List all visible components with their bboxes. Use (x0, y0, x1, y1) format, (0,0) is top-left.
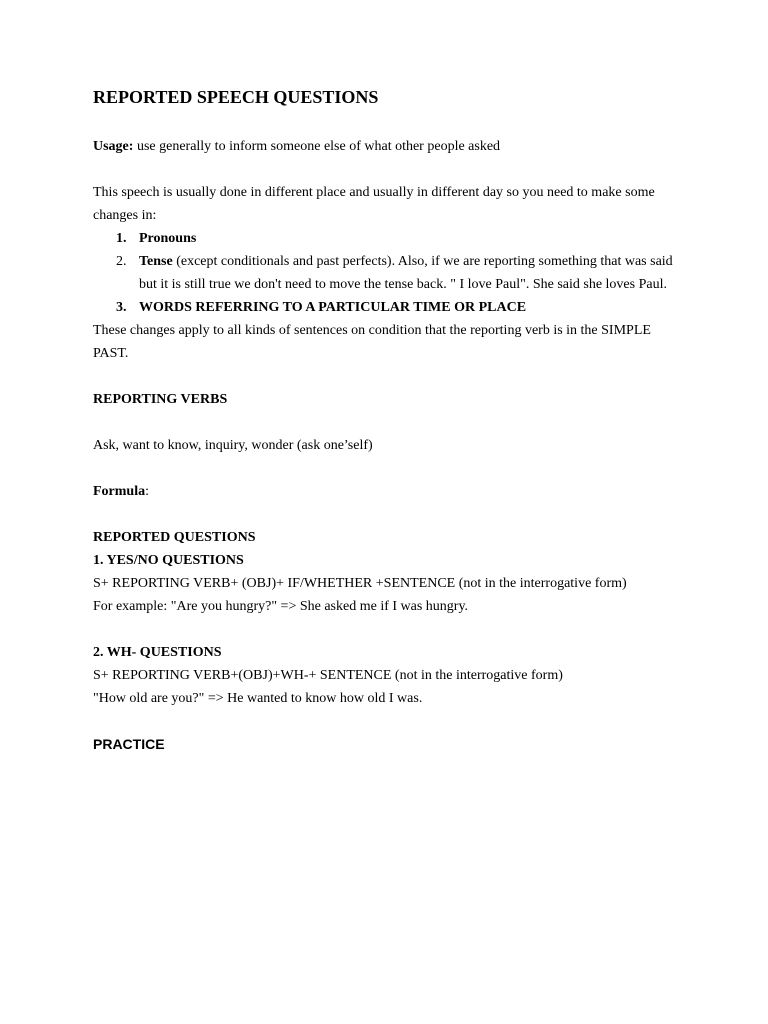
document-page (93, 86, 678, 756)
list-number: 3. (116, 300, 127, 315)
wh-heading: 2. WH- QUESTIONS (93, 645, 222, 660)
yes-no-heading: 1. YES/NO QUESTIONS (93, 553, 244, 568)
wh-example: "How old are you?" => He wanted to know how old I was. (93, 691, 423, 706)
changes-list (93, 227, 678, 319)
spacer (93, 365, 678, 388)
spacer (93, 503, 678, 526)
spacer (93, 618, 678, 641)
list-item (93, 296, 678, 319)
usage-text: use generally to inform someone else of what other people asked (133, 139, 501, 154)
list-item-label: Tense (139, 254, 173, 269)
list-item-label: Pronouns (139, 231, 197, 246)
wh-formula: S+ REPORTING VERB+(OBJ)+WH-+ SENTENCE (not in the interrogative form) (93, 668, 563, 683)
spacer (93, 411, 678, 434)
usage-paragraph (93, 135, 678, 158)
reported-questions-heading: REPORTED QUESTIONS (93, 530, 256, 545)
spacer (93, 457, 678, 480)
list-item (93, 250, 678, 296)
formula-label: Formula (93, 484, 146, 499)
changes-note: These changes apply to all kinds of sentences on condition that the reporting verb is in the SIMPLE PAST. (93, 323, 651, 361)
spacer (93, 710, 678, 733)
page-title: REPORTED SPEECH QUESTIONS (93, 87, 379, 107)
practice-heading: PRACTICE (93, 736, 165, 752)
list-item (93, 227, 678, 250)
yes-no-formula: S+ REPORTING VERB+ (OBJ)+ IF/WHETHER +SENTENCE (not in the interrogative form) (93, 576, 627, 591)
reporting-verbs-heading: REPORTING VERBS (93, 392, 228, 407)
yes-no-example: For example: "Are you hungry?" => She asked me if I was hungry. (93, 599, 469, 614)
formula-paragraph (93, 480, 678, 503)
list-number: 2. (116, 254, 127, 269)
spacer (93, 158, 678, 181)
list-number: 1. (116, 231, 127, 246)
intro-paragraph: This speech is usually done in different place and usually in different day so you need to make some changes in: (93, 185, 655, 223)
list-item-label: WORDS REFERRING TO A PARTICULAR TIME OR PLACE (139, 300, 527, 315)
list-item-text: (except conditionals and past perfects). Also, if we are reporting something that was said but it is still true we don't need to move the tense back. " I love Paul". She said she loves Paul. (139, 254, 673, 292)
reporting-verbs-list: Ask, want to know, inquiry, wonder (ask one’self) (93, 438, 373, 453)
usage-label: Usage: (93, 139, 134, 154)
formula-suffix: : (145, 484, 149, 499)
